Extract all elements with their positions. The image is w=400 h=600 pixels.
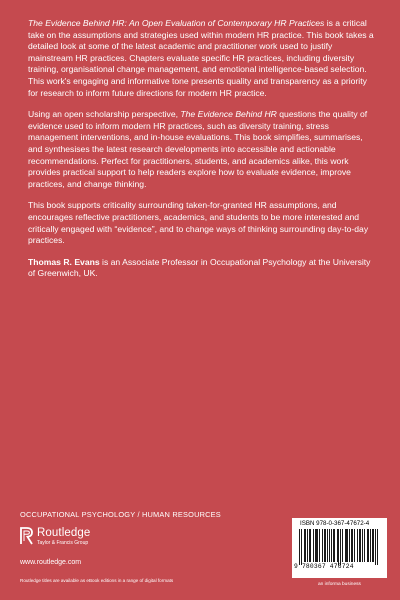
publisher-logo: [20, 527, 90, 546]
author-bio-text: is an Associate Professor in Occupational Psychology at the University of Greenwich, UK.: [28, 256, 371, 279]
routledge-r-icon: [20, 527, 33, 545]
barcode-bar: [368, 529, 369, 562]
barcode-bar: [349, 529, 350, 562]
barcode-bar: [340, 529, 341, 565]
barcode-bar: [317, 529, 318, 562]
barcode-bar: [304, 529, 305, 562]
barcode-bar: [364, 529, 365, 562]
barcode-bar: [334, 529, 335, 562]
barcode-icon: [299, 529, 381, 565]
barcode-bar: [333, 529, 334, 562]
barcode-bar: [313, 529, 314, 562]
description-prefix-2: Using an open scholarship perspective,: [28, 109, 181, 120]
barcode-bar: [354, 529, 355, 562]
barcode-bar: [360, 529, 361, 562]
description-text-2: questions the quality of evidence used to inform modern HR practices, such as diversity training, stress management interventions, and in-house evaluations. This book simplifies, summarises, and synthesises the latest research developments into accessible and actionable recommendations. Perfect for practitioners, students, and academics alike, this work provides practical support to help readers explore how to evaluate evidence, improve practices, and change thinking.: [28, 109, 368, 189]
barcode-bar: [375, 529, 376, 565]
barcode-bar: [327, 529, 328, 562]
barcode-bar: [345, 529, 346, 562]
description-paragraph-3: [28, 200, 374, 246]
barcode-bar: [357, 529, 358, 562]
publisher-website: www.routledge.com: [20, 559, 82, 566]
barcode-bar: [331, 529, 332, 562]
barcode-bar: [337, 529, 338, 562]
barcode-bar: [316, 529, 317, 562]
description-paragraph-1: [28, 18, 374, 99]
ebook-note: Routledge titles are available as eBook editions in a range of digital formats: [20, 578, 174, 583]
barcode-bar: [325, 529, 326, 562]
barcode-bar: [322, 529, 323, 562]
barcode-bar: [367, 529, 368, 562]
barcode-bar: [347, 529, 348, 562]
publisher-name: Routledge: [37, 527, 91, 539]
barcode-bar: [362, 529, 363, 562]
barcode-bar: [319, 529, 320, 562]
barcode-bar: [324, 529, 325, 562]
barcode-bar: [352, 529, 353, 562]
barcode-bar: [370, 529, 371, 562]
barcode-bar: [315, 529, 316, 562]
description-paragraph-2: [28, 109, 374, 190]
barcode-bar: [377, 529, 378, 565]
barcode-bar: [373, 529, 374, 562]
book-description: [28, 18, 374, 290]
barcode-bar: [309, 529, 310, 562]
description-text-3: This book supports criticality surrounding taken-for-granted HR assumptions, and encourages reflective practitioners, academics, and students to be more interested and critically engaged with “evidence”, and to change ways of thinking surrounding day-to-day practices.: [28, 200, 369, 246]
barcode-bar: [342, 529, 343, 562]
book-short-title-italic: The Evidence Behind HR: [180, 109, 277, 120]
barcode-bar: [305, 529, 306, 562]
author-bio: [28, 257, 374, 280]
barcode-bar: [307, 529, 308, 562]
barcode-bar: [359, 529, 360, 562]
subject-category: OCCUPATIONAL PSYCHOLOGY / HUMAN RESOURCES: [20, 510, 221, 519]
publisher-group: Taylor & Francis Group: [37, 540, 89, 546]
barcode-bar: [329, 529, 330, 562]
barcode-bar: [346, 529, 347, 562]
informa-tagline: an informa business: [318, 582, 361, 587]
book-title-italic: The Evidence Behind HR: An Open Evaluation of Contemporary HR Practices: [28, 18, 325, 28]
barcode-bar: [299, 529, 300, 565]
isbn-barcode: [292, 518, 387, 578]
barcode-bar: [372, 529, 373, 562]
barcode-bar: [338, 529, 339, 565]
author-name: Thomas R. Evans: [28, 256, 100, 267]
description-text-1: is a critical take on the assumptions and strategies used within modern HR practice. This book takes a detailed look at some of the latest academic and practitioner work used to justify mainstream HR practices. Chapters evaluate specific HR practices, including diversity training, organisational change management, and emotional intelligence-based selection. This work's engaging and informative tone presents quality and transparency as a priority for research to inform future directions for modern HR practice.: [28, 18, 374, 98]
barcode-bar: [310, 529, 311, 562]
isbn-label: ISBN 978-0-367-47672-4: [300, 520, 370, 527]
barcode-bar: [301, 529, 302, 565]
barcode-bar: [351, 529, 352, 562]
barcode-digits: 9 780367 476724: [294, 563, 354, 570]
